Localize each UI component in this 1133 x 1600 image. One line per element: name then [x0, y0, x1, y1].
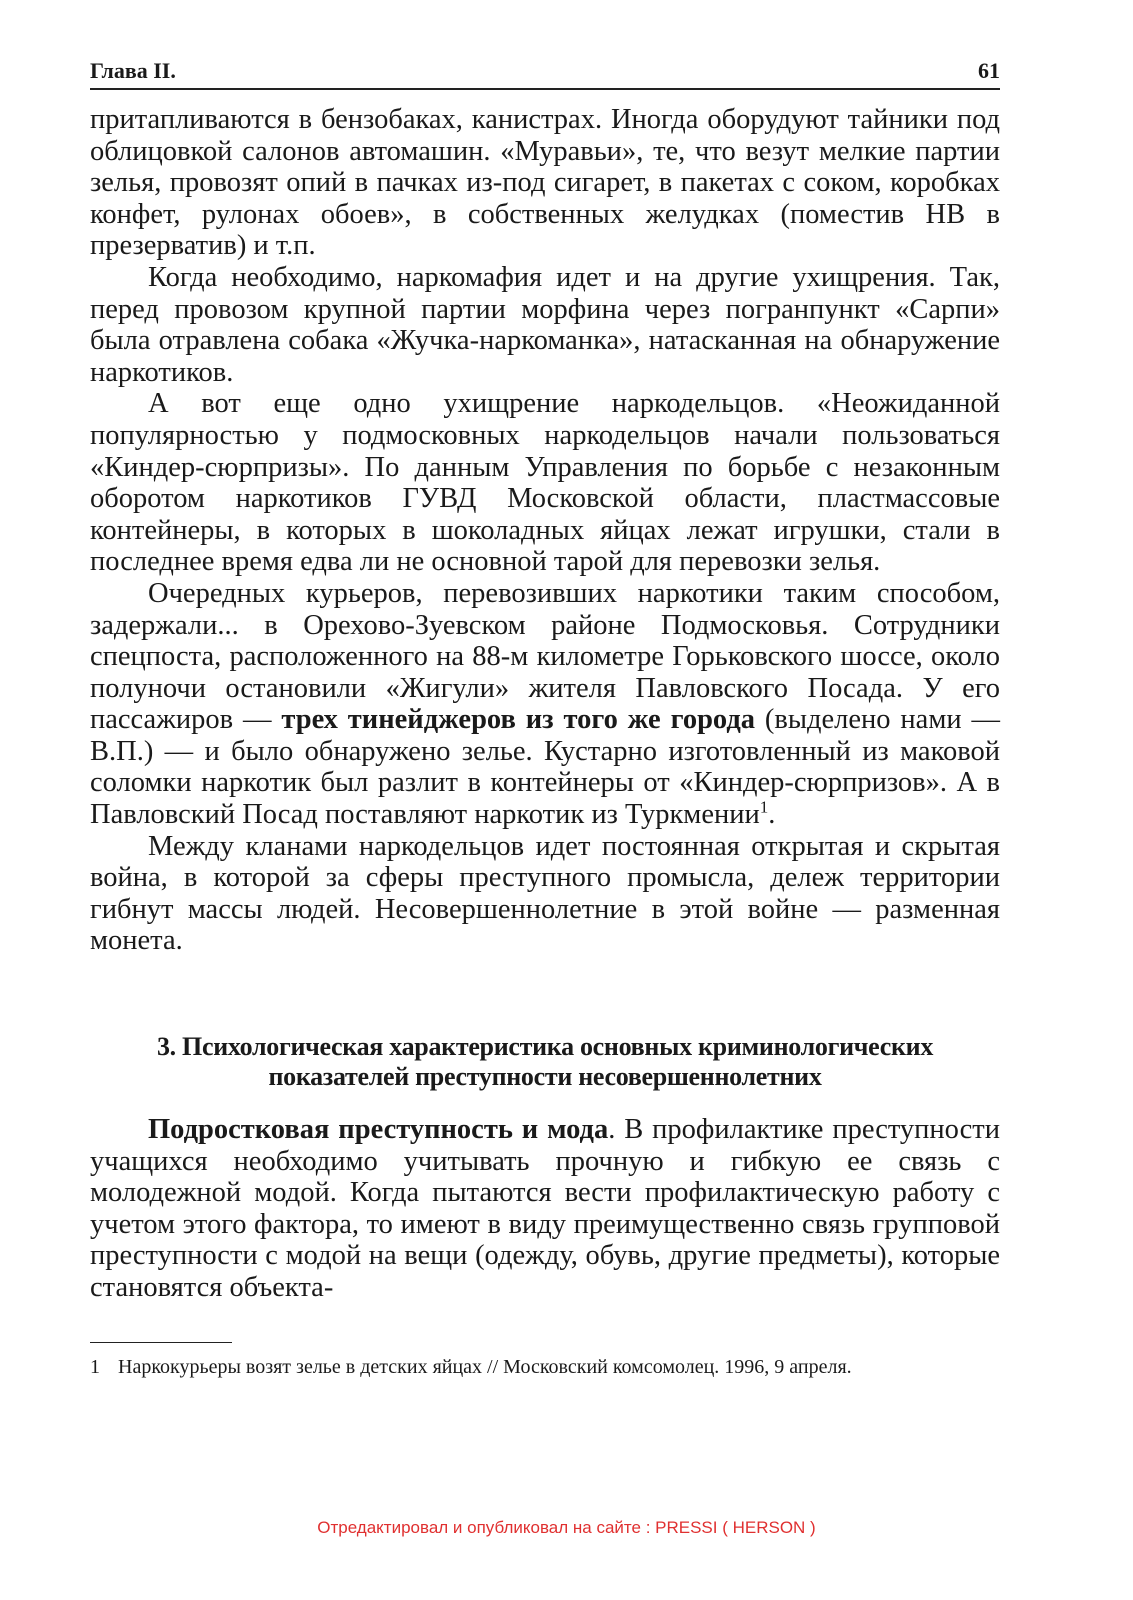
- footnote-reference: 1: [759, 797, 769, 817]
- publisher-credit: Отредактировал и опубликовал на сайте : PRESSI ( HERSON ): [317, 1518, 816, 1537]
- section-heading: [90, 1032, 1000, 1092]
- paragraph-4-part-a: Очередных курьеров, перевозивших наркотики таким способом, задержали... в Орехово-Зуевском районе Подмосковья. Сотрудники спецпоста, расположенного на 88-м километре Горьковского шоссе, около полуночи остановили «Жигули» жителя Павловского Посада. У его пассажиров —: [90, 577, 1000, 736]
- chapter-title: Глава II.: [90, 58, 176, 83]
- paragraph-2: Когда необходимо, наркомафия идет и на другие ухищрения. Так, перед провозом крупной партии морфина через погранпункт «Сарпи» была отравлена собака «Жучка-наркоманка», натасканная на обнаружение наркотиков.: [90, 261, 1000, 388]
- section-heading-line-2: показателей преступности несовершеннолетних: [268, 1062, 822, 1092]
- section-heading-line-1: 3. Психологическая характеристика основных криминологических: [156, 1032, 934, 1062]
- book-page: [90, 58, 1000, 1380]
- section-paragraph-text: . В профилактике преступности учащихся необходимо учитывать прочную и гибкую ее связь с молодежной модой. Когда пытаются вести профилактическую работу с учетом этого фактора, то имеют в виду преимущественно связь групповой преступности с модой на вещи (одежду, обувь, другие предметы), которые становятся объекта-: [90, 1114, 1000, 1303]
- paragraph-4-emphasis: трех тинейджеров из того же города: [281, 704, 756, 736]
- main-text: [90, 104, 1000, 957]
- paragraph-1: притапливаются в бензобаках, канистрах. Иногда оборудуют тайники под облицовкой салонов автомашин. «Муравьи», те, что везут мелкие партии зелья, провозят опий в пачках из-под сигарет, в пакетах с соком, коробках конфет, рулонах обоев», в собственных желудках (поместив НВ в презерватив) и т.п.: [90, 104, 1000, 262]
- paragraph-4-part-b: (выделено нами — В.П.) — и было обнаружено зелье. Кустарно изготовленный из маковой соломки наркотик был разлит в контейнеры от «Киндер-сюрпризов». А в Павловский Посад поставляют наркотик из Туркмении: [90, 704, 1000, 831]
- footnote-text: Наркокурьеры возят зелье в детских яйцах // Московский комсомолец. 1996, 9 апреля.: [118, 1355, 852, 1378]
- paragraph-4-end: .: [768, 799, 776, 831]
- paragraph-4: [90, 578, 1000, 831]
- paragraph-5: Между кланами наркодельцов идет постоянная открытая и скрытая война, в которой за сферы преступного промысла, дележ территории гибнут массы людей. Несовершеннолетние в этой войне — разменная монета.: [90, 830, 1000, 957]
- running-head: [90, 58, 1000, 90]
- section-text: [90, 1114, 1000, 1304]
- section-paragraph-lead: Подростковая преступность и мода: [148, 1114, 609, 1146]
- page-number: 61: [978, 58, 1000, 83]
- footnote-divider: [90, 1342, 232, 1343]
- section-paragraph: [90, 1114, 1000, 1304]
- footnote: [90, 1355, 1000, 1380]
- paragraph-3: А вот еще одно ухищрение наркодельцов. «Неожиданной популярностью у подмосковных наркодельцов начали пользоваться «Киндер-сюрпризы». По данным Управления по борьбе с незаконным оборотом наркотиков ГУВД Московской области, пластмассовые контейнеры, в которых в шоколадных яйцах лежат игрушки, стали в последнее время едва ли не основной тарой для перевозки зелья.: [90, 388, 1000, 578]
- footnote-mark: 1: [90, 1355, 100, 1378]
